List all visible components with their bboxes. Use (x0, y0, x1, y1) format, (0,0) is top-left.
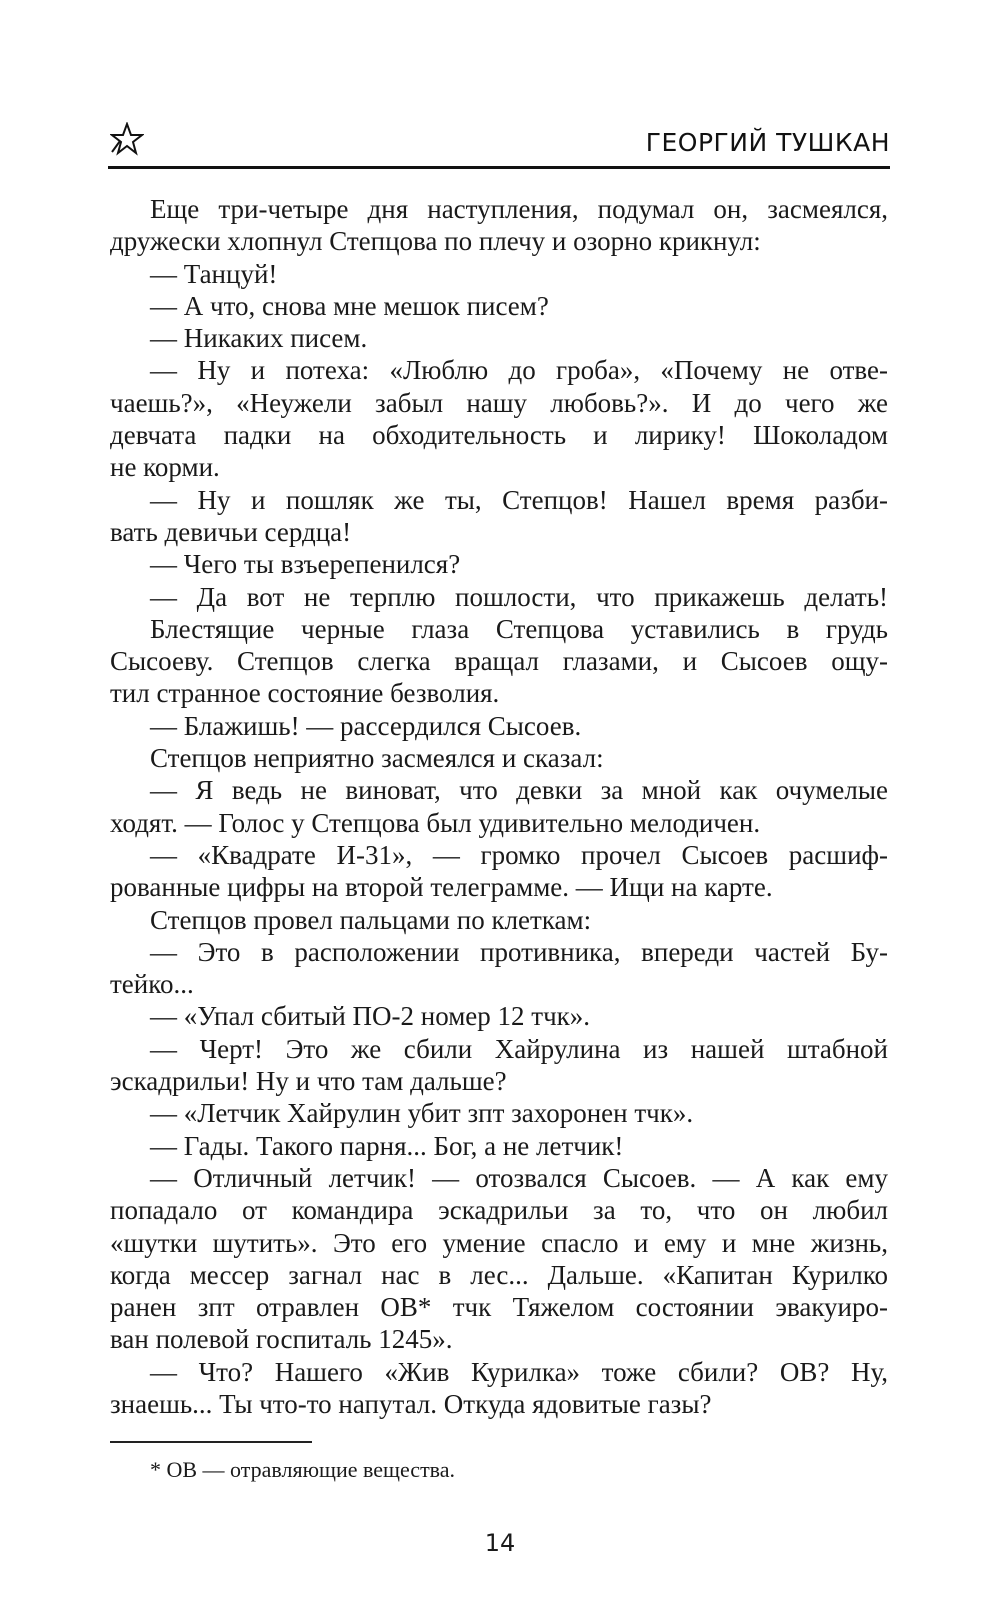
text-line: — Это в расположении противника, впереди частей Бу- (150, 936, 888, 967)
text-line: когда мессер загнал нас в лес... Дальше. «Капитан Курилко (110, 1259, 888, 1290)
text-line: Сысоеву. Степцов слегка вращал глазами, и Сысоев ощу- (110, 646, 888, 677)
text-line: — Черт! Это же сбили Хайрулина из нашей штабной (150, 1033, 888, 1064)
text-line: знаешь... Ты что-то напутал. Откуда ядовитые газы? (110, 1388, 712, 1419)
text-line: — Что? Нашего «Жив Курилка» тоже сбили? ОВ? Ну, (150, 1356, 888, 1387)
text-line: эскадрильи! Ну и что там дальше? (110, 1066, 507, 1097)
text-line: — А что, снова мне мешок писем? (150, 290, 549, 321)
footnote-divider (110, 1441, 312, 1443)
text-line: — Да вот не терплю пошлости, что прикажешь делать! (150, 581, 888, 612)
text-line: — Ну и потеха: «Люблю до гроба», «Почему не отве- (150, 355, 888, 386)
text-line: рованные цифры на второй телеграмме. — Ищи на карте. (110, 872, 773, 903)
text-line: — Гады. Такого парня... Бог, а не летчик! (150, 1130, 624, 1161)
text-line: Блестящие черные глаза Степцова уставились в грудь (150, 613, 888, 644)
text-line: девчата падки на обходительность и лирику! Шоколадом (110, 420, 888, 451)
header-divider (108, 166, 890, 169)
text-line: — «Квадрате И-31», — громко прочел Сысоев расшиф- (150, 839, 888, 870)
text-line: ван полевой госпиталь 1245». (110, 1324, 453, 1355)
text-line: — Никаких писем. (150, 323, 368, 354)
text-line: — Блажишь! — рассердился Сысоев. (150, 710, 582, 741)
running-header (108, 118, 890, 162)
text-line: — «Летчик Хайрулин убит зпт захоронен тчк». (150, 1098, 694, 1129)
text-line: — «Упал сбитый ПО-2 номер 12 тчк». (150, 1001, 591, 1032)
footnote: * ОВ — отравляющие вещества. (150, 1457, 456, 1482)
text-line: — Ну и пошляк же ты, Степцов! Нашел время разби- (150, 484, 888, 515)
star-icon (110, 122, 144, 156)
text-line: тейко... (110, 969, 194, 1000)
text-line: дружески хлопнул Степцова по плечу и озорно крикнул: (110, 226, 761, 257)
text-line: вать девичьи сердца! (110, 516, 352, 547)
text-line: Степцов неприятно засмеялся и сказал: (150, 743, 604, 774)
body-text (110, 193, 888, 1420)
text-line: — Я ведь не виноват, что девки за мной как очумелые (150, 775, 888, 806)
page-number: 14 (484, 1529, 516, 1557)
text-line: — Отличный летчик! — отозвался Сысоев. — А как ему (150, 1162, 888, 1193)
text-line: ранен зпт отравлен ОВ* тчк Тяжелом состоянии эвакуиро- (110, 1292, 888, 1323)
text-line: «шутки шутить». Это его умение спасло и ему и мне жизнь, (110, 1227, 888, 1258)
text-line: — Чего ты взъерепенился? (150, 549, 461, 580)
text-line: Степцов провел пальцами по клеткам: (150, 904, 592, 935)
text-line: Еще три-четыре дня наступления, подумал он, засмеялся, (150, 194, 888, 224)
text-line: попадало от командира эскадрильи за то, что он любил (110, 1195, 888, 1226)
text-line: не корми. (110, 452, 220, 483)
text-line: тил странное состояние безволия. (110, 678, 500, 709)
text-line: чаешь?», «Неужели забыл нашу любовь?». И до чего же (110, 387, 888, 418)
text-line: — Танцуй! (150, 258, 278, 289)
text-line: ходят. — Голос у Степцова был удивительно мелодичен. (110, 807, 761, 838)
running-title: ГЕОРГИЙ ТУШКАН (645, 128, 890, 157)
